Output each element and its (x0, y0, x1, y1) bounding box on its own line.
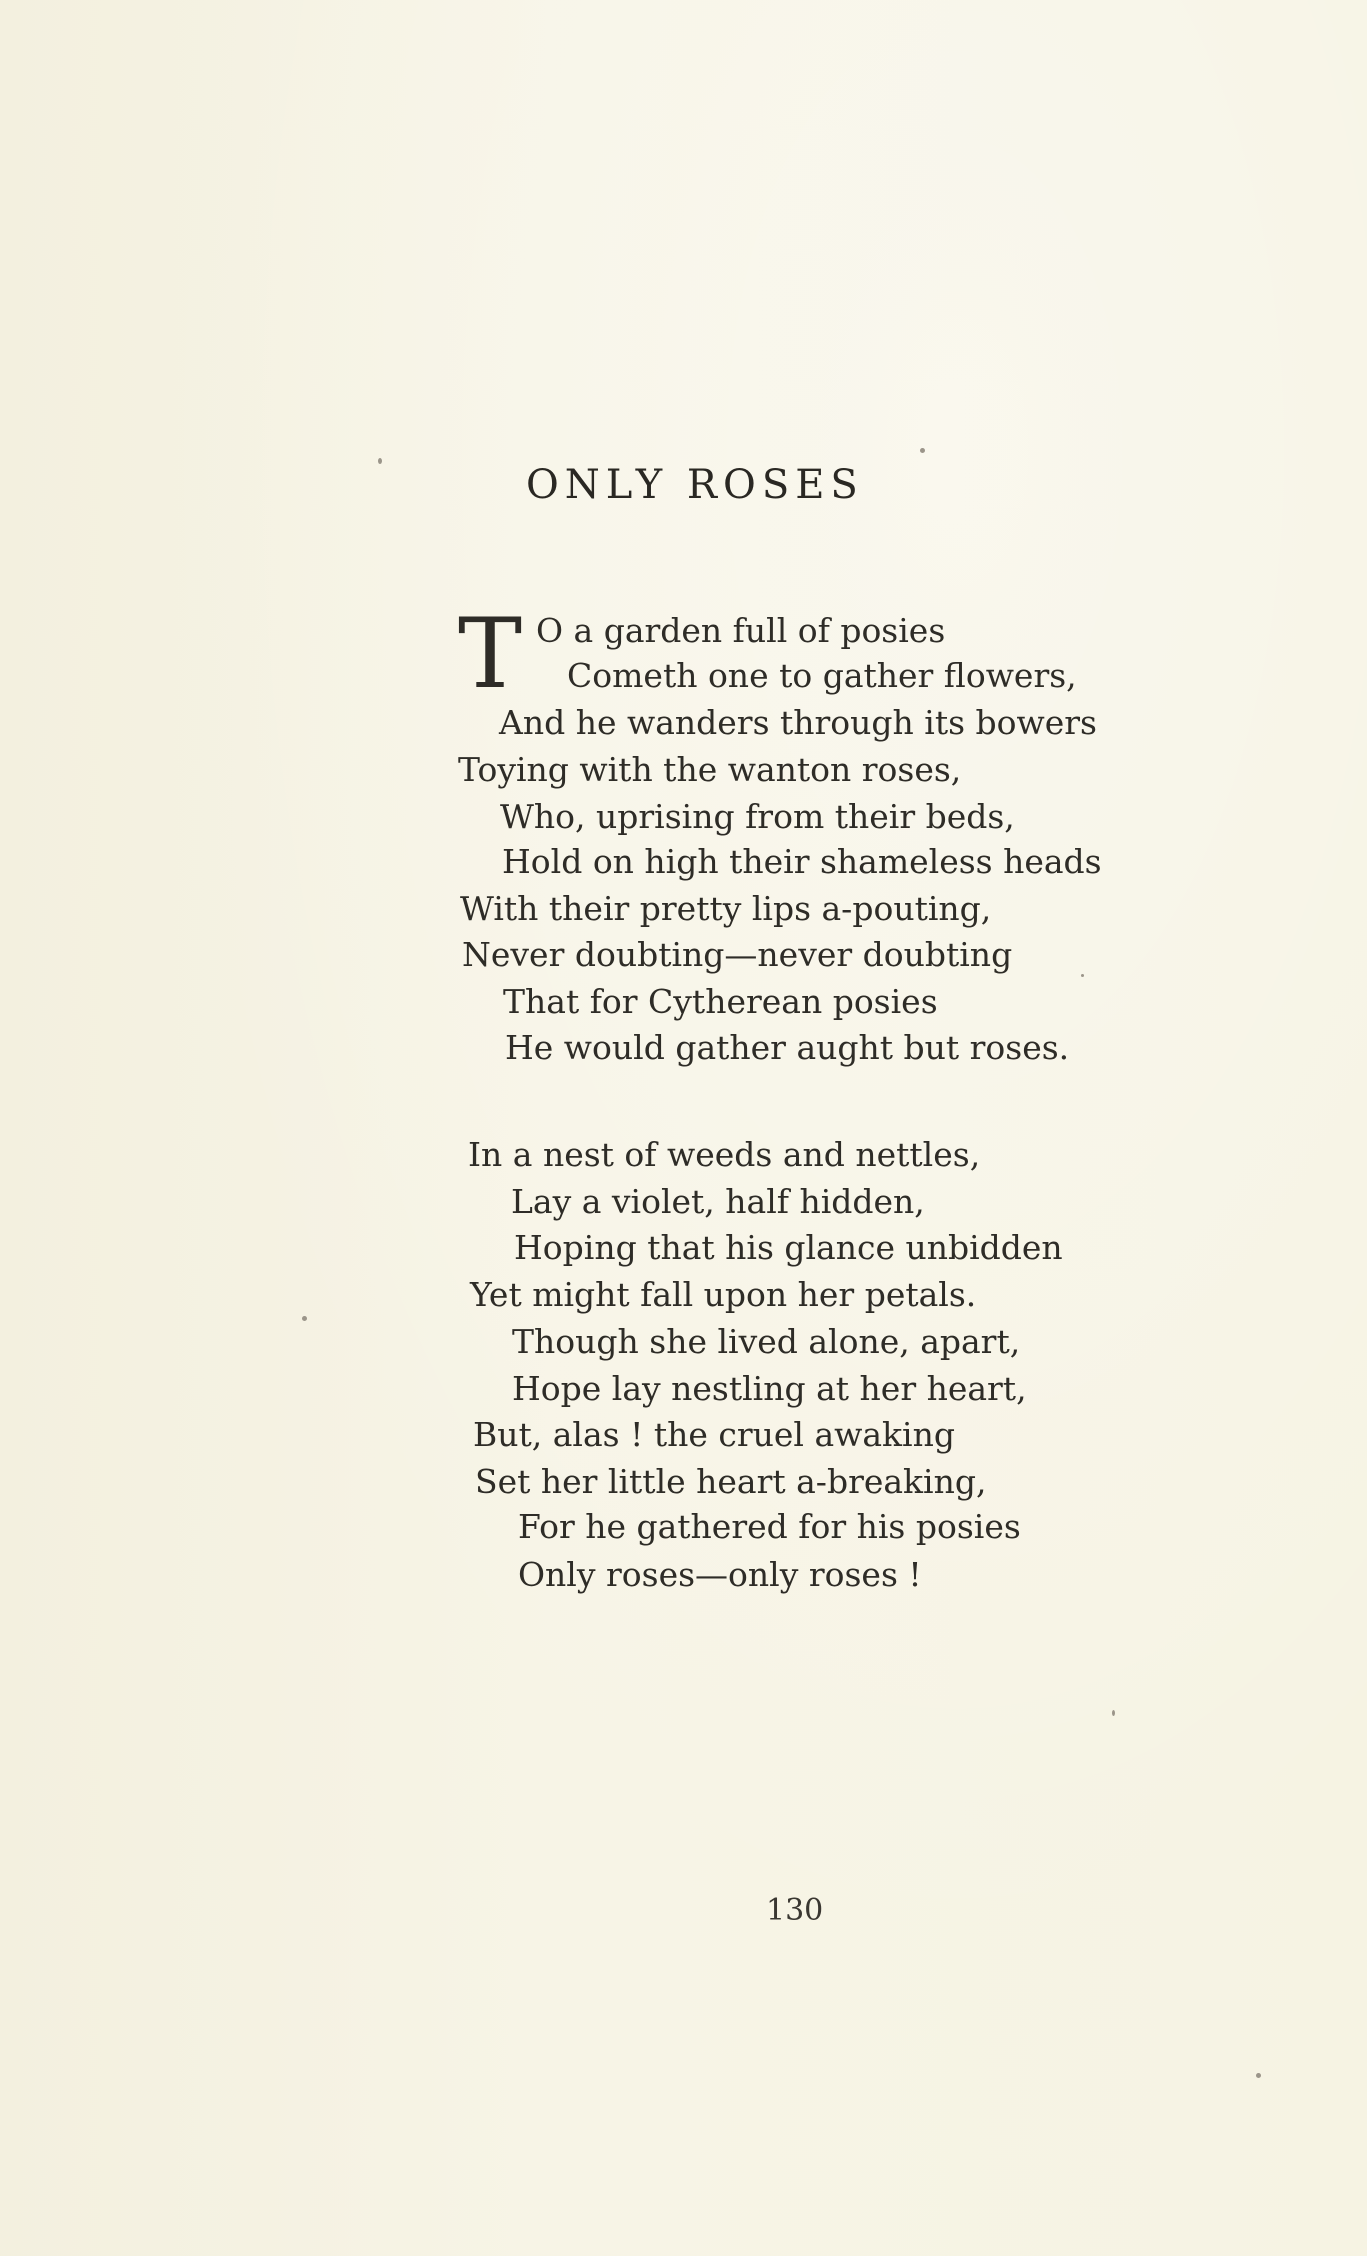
drop-cap: T (458, 598, 523, 710)
poem-line: With their pretty lips a-pouting, (460, 889, 992, 928)
poem-title: ONLY ROSES (526, 462, 864, 508)
poem-line: Hold on high their shameless heads (502, 842, 1102, 881)
poem-line: Yet might fall upon her petals. (470, 1275, 977, 1314)
poem-line: And he wanders through its bowers (499, 703, 1097, 742)
poem-line: Hoping that his glance unbidden (514, 1228, 1063, 1267)
poem-line: That for Cytherean posies (503, 982, 938, 1021)
poem-line: But, alas ! the cruel awaking (473, 1415, 955, 1454)
poem-line: Lay a violet, half hidden, (511, 1182, 925, 1221)
page-number: 130 (766, 1893, 824, 1928)
poem-line: Toying with the wanton roses, (458, 750, 962, 789)
poem-line: In a nest of weeds and nettles, (468, 1135, 981, 1174)
paper-speck (1256, 2073, 1261, 2078)
paper-speck (1112, 1710, 1115, 1716)
paper-speck (1081, 974, 1084, 977)
paper-speck (920, 448, 925, 453)
poem-line: Who, uprising from their beds, (500, 797, 1015, 836)
poem-line: Cometh one to gather flowers, (567, 656, 1077, 695)
paper-speck (378, 458, 382, 464)
poem-line: For he gathered for his posies (518, 1507, 1021, 1546)
paper-speck (302, 1316, 307, 1321)
poem-line: Hope lay nestling at her heart, (512, 1369, 1027, 1408)
poem-line: Never doubting—never doubting (462, 935, 1013, 974)
poem-line: Though she lived alone, apart, (512, 1322, 1021, 1361)
poem-line: Set her little heart a-breaking, (475, 1462, 987, 1501)
poem-line: Only roses—only roses ! (518, 1555, 922, 1594)
poem-line: He would gather aught but roses. (505, 1028, 1070, 1067)
poem-line: O a garden full of posies (536, 611, 946, 650)
